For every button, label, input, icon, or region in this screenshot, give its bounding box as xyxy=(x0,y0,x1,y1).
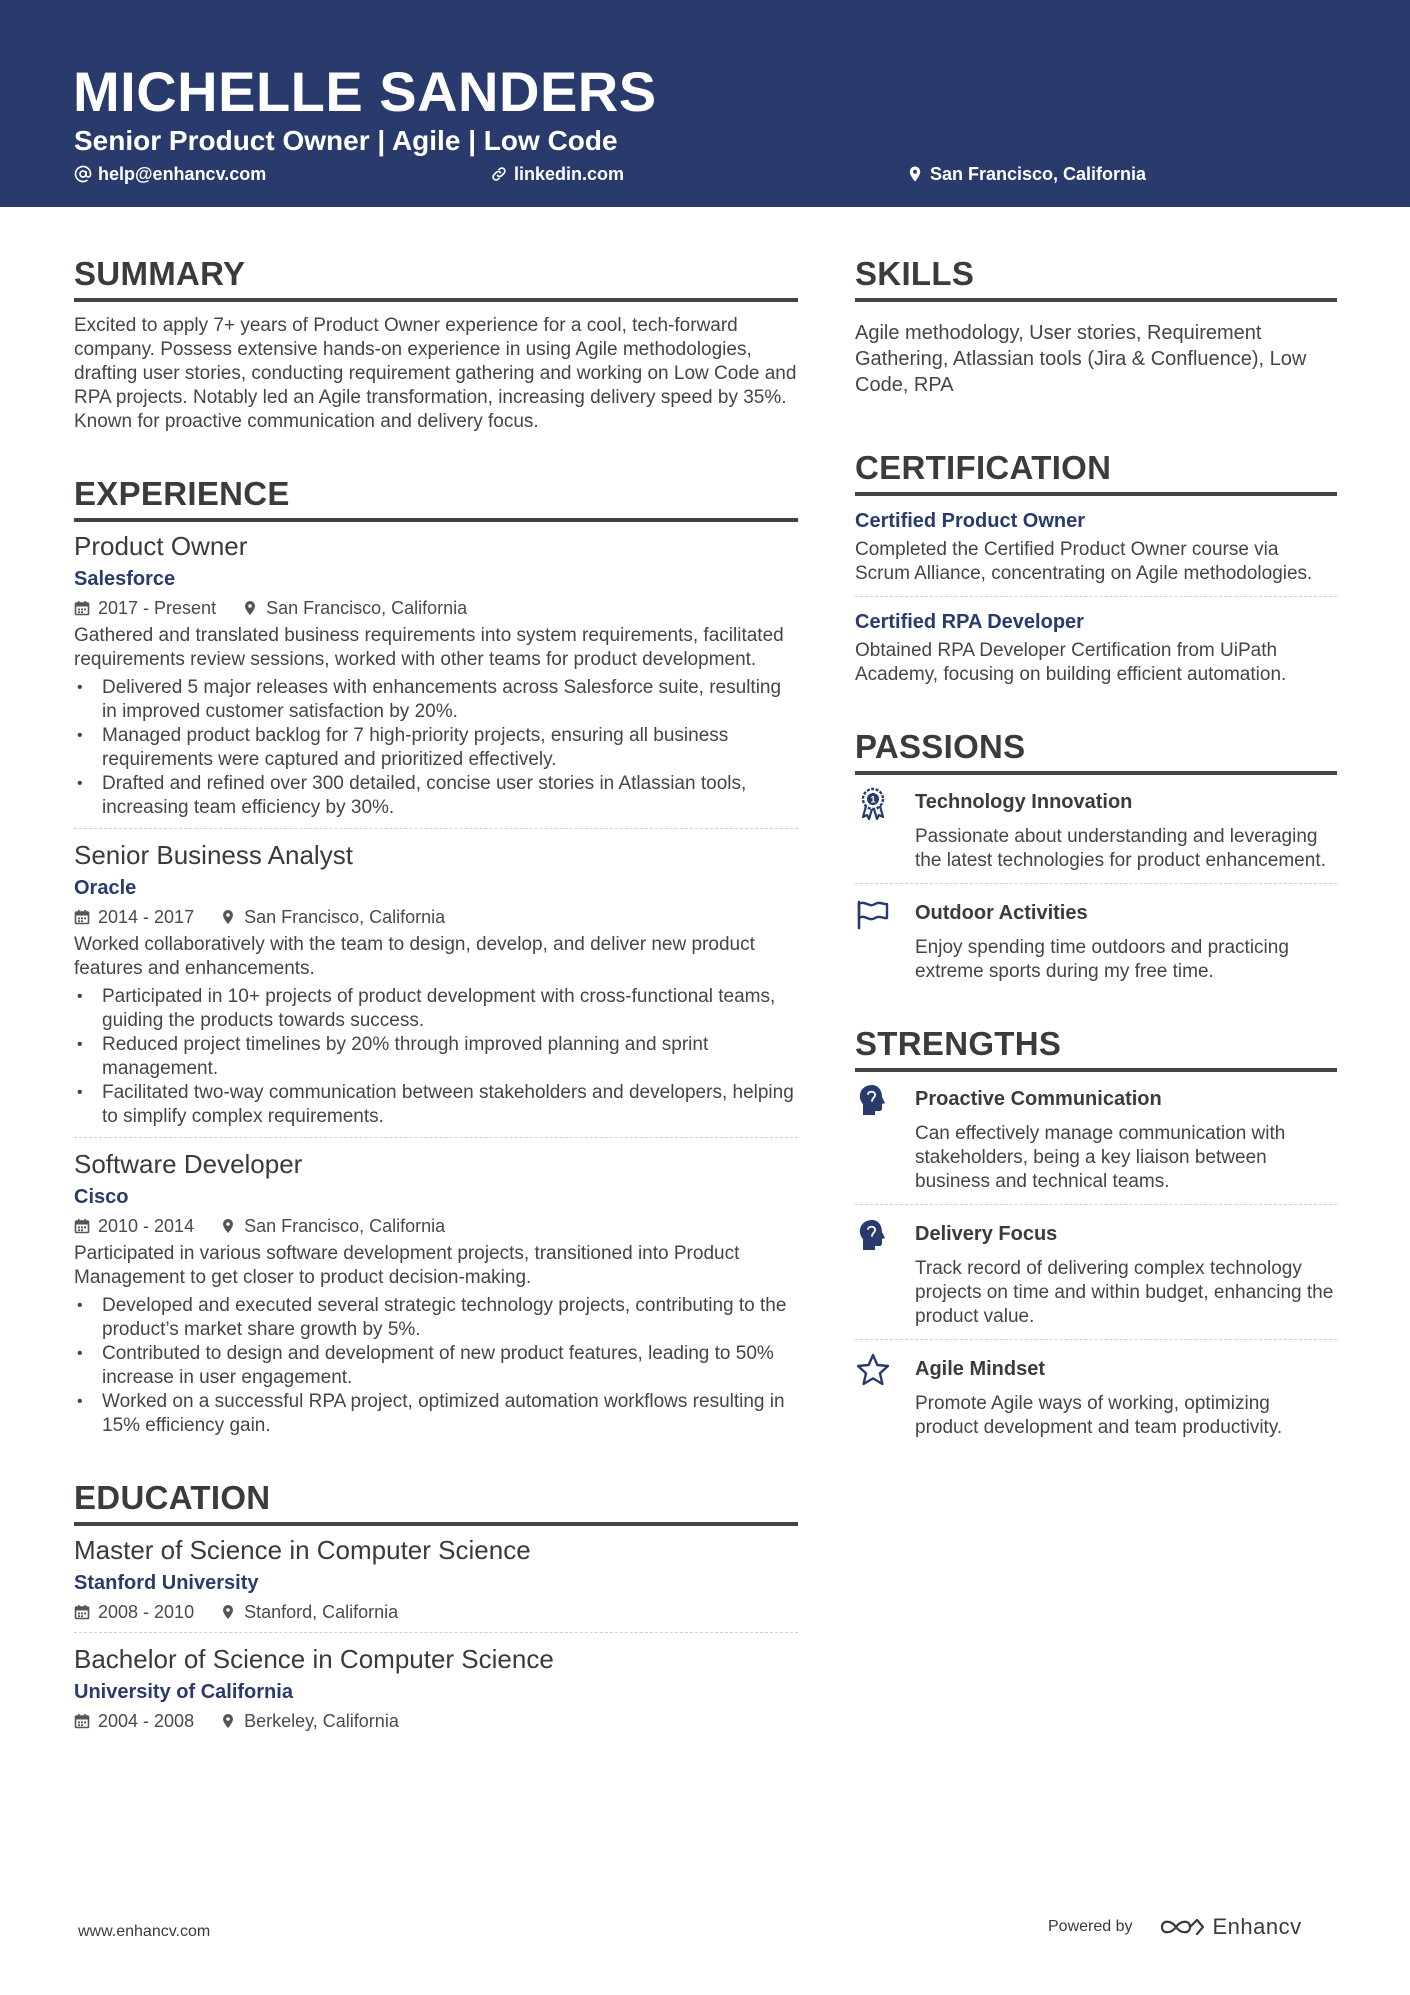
job-company: Salesforce xyxy=(74,568,176,590)
contact-location-text: San Francisco, California xyxy=(930,164,1147,184)
strength-desc: Promote Agile ways of working, optimizing product development and team productivity. xyxy=(915,1393,1283,1438)
certification-desc: Obtained RPA Developer Certification from UiPath Academy, focusing on building efficient automation. xyxy=(855,640,1287,685)
job-bullet: • Contributed to design and development of new product features, leading to 50% increase in user engagement. xyxy=(74,1342,798,1390)
certification-item xyxy=(855,508,1337,586)
dashed-divider xyxy=(855,1204,1337,1205)
strength-desc: Can effectively manage communication with stakeholders, being a key liaison between business and technical teams. xyxy=(915,1123,1286,1192)
summary-text: Excited to apply 7+ years of Product Owner experience for a cool, tech-forward company. Possess extensive hands-on experience in using Agile methodologies, drafting user stories, conducting requirement gathering and working on Low Code and RPA projects. Notably led an Agile transformation, increasing delivery speed by 35%. Known for proactive communication and delivery focus. xyxy=(74,315,797,432)
education-dates: 2004 - 2008 xyxy=(98,1711,195,1731)
job-location xyxy=(220,1214,445,1238)
education-location-text: Stanford, California xyxy=(244,1602,399,1622)
left-column xyxy=(74,254,798,1747)
strengths-section xyxy=(855,1024,1337,1440)
job-location-text: San Francisco, California xyxy=(266,598,468,618)
passions-section xyxy=(855,727,1337,984)
section-divider xyxy=(855,298,1337,302)
passions-heading: PASSIONS xyxy=(855,728,1026,765)
contact-location xyxy=(906,162,1146,186)
link-icon xyxy=(490,165,508,183)
calendar-icon xyxy=(74,1604,90,1620)
job-location xyxy=(220,905,445,929)
education-heading: EDUCATION xyxy=(74,1479,271,1516)
job-entry xyxy=(74,1148,798,1448)
passion-desc: Passionate about understanding and leveraging the latest technologies for product enhancement. xyxy=(915,826,1326,871)
job-location xyxy=(242,596,467,620)
location-pin-icon xyxy=(242,600,258,616)
head-icon xyxy=(855,1217,895,1257)
location-pin-icon xyxy=(220,909,236,925)
passion-title: Technology Innovation xyxy=(915,791,1133,813)
job-bullet: • Drafted and refined over 300 detailed, concise user stories in Atlassian tools, increasing team efficiency by 30%. xyxy=(74,772,798,820)
strength-title: Proactive Communication xyxy=(915,1088,1162,1110)
section-divider xyxy=(855,771,1337,775)
passion-item xyxy=(855,785,1337,873)
location-pin-icon xyxy=(906,165,924,183)
degree-title: Master of Science in Computer Science xyxy=(74,1535,531,1565)
calendar-icon xyxy=(74,909,90,925)
job-bullet: • Developed and executed several strategic technology projects, contributing to the product’s market share growth by 5%. xyxy=(74,1294,798,1342)
job-description: Participated in various software development projects, transitioned into Product Management to get closer to product decision-making. xyxy=(74,1243,740,1288)
strength-item xyxy=(855,1082,1337,1194)
job-bullet: • Reduced project timelines by 20% through improved planning and sprint management. xyxy=(74,1033,798,1081)
education-location xyxy=(220,1709,399,1733)
section-divider xyxy=(74,298,798,302)
dashed-divider xyxy=(74,828,798,829)
right-column xyxy=(855,254,1337,1440)
job-dates: 2010 - 2014 xyxy=(98,1216,195,1236)
passion-item xyxy=(855,896,1337,984)
certification-heading: CERTIFICATION xyxy=(855,449,1112,486)
contact-email-text: help@enhancv.com xyxy=(98,164,267,184)
skills-section xyxy=(855,254,1337,398)
calendar-icon xyxy=(74,1713,90,1729)
certification-name: Certified Product Owner xyxy=(855,510,1086,532)
calendar-icon xyxy=(74,600,90,616)
experience-section xyxy=(74,474,798,1448)
skills-heading: SKILLS xyxy=(855,255,975,292)
job-company: Cisco xyxy=(74,1186,129,1208)
job-entry xyxy=(74,530,798,845)
summary-heading: SUMMARY xyxy=(74,255,246,292)
section-divider xyxy=(74,518,798,522)
job-meta xyxy=(74,905,798,929)
location-pin-icon xyxy=(220,1218,236,1234)
education-section xyxy=(74,1478,798,1747)
job-dates: 2017 - Present xyxy=(98,598,217,618)
job-bullet: • Delivered 5 major releases with enhancements across Salesforce suite, resulting in improved customer satisfaction by 20%. xyxy=(74,676,798,724)
strength-item xyxy=(855,1217,1337,1329)
job-bullets xyxy=(74,676,798,820)
education-meta xyxy=(74,1709,798,1733)
job-description: Gathered and translated business requirements into system requirements, facilitated requirements review sessions, worked with other teams for product development. xyxy=(74,625,784,670)
strengths-heading: STRENGTHS xyxy=(855,1025,1062,1062)
job-meta xyxy=(74,596,798,620)
enhancv-logo-icon xyxy=(1159,1915,1205,1939)
calendar-icon xyxy=(74,1218,90,1234)
job-location-text: San Francisco, California xyxy=(244,907,446,927)
footer-website[interactable]: www.enhancv.com xyxy=(78,1923,211,1940)
contact-link[interactable] xyxy=(490,162,624,186)
job-title: Product Owner xyxy=(74,531,248,561)
job-bullet: • Facilitated two-way communication between stakeholders and developers, helping to simplify complex requirements. xyxy=(74,1081,798,1129)
award-ribbon-icon xyxy=(855,785,895,825)
education-location xyxy=(220,1600,398,1624)
footer-branding xyxy=(1048,1914,1302,1940)
contact-email[interactable] xyxy=(74,162,266,186)
certification-item xyxy=(855,609,1337,687)
job-bullet: • Managed product backlog for 7 high-priority projects, ensuring all business requirements were captured and prioritized effectively. xyxy=(74,724,798,772)
job-meta xyxy=(74,1214,798,1238)
experience-heading: EXPERIENCE xyxy=(74,475,290,512)
education-location-text: Berkeley, California xyxy=(244,1711,399,1731)
dashed-divider xyxy=(74,1632,798,1633)
section-divider xyxy=(74,1522,798,1526)
strength-item xyxy=(855,1352,1337,1440)
head-icon xyxy=(855,1082,895,1122)
job-entry xyxy=(74,839,798,1154)
school-name: University of California xyxy=(74,1681,293,1703)
job-title: Senior Business Analyst xyxy=(74,840,353,870)
education-meta xyxy=(74,1600,798,1624)
job-company: Oracle xyxy=(74,877,137,899)
dashed-divider xyxy=(855,883,1337,884)
brand-name: Enhancv xyxy=(1212,1914,1302,1939)
location-pin-icon xyxy=(220,1604,236,1620)
dashed-divider xyxy=(855,596,1337,597)
candidate-name: MICHELLE SANDERS xyxy=(73,60,657,123)
job-location-text: San Francisco, California xyxy=(244,1216,446,1236)
summary-section xyxy=(74,254,798,434)
school-name: Stanford University xyxy=(74,1572,259,1594)
certification-desc: Completed the Certified Product Owner course via Scrum Alliance, concentrating on Agile methodologies. xyxy=(855,539,1313,584)
dashed-divider xyxy=(74,1137,798,1138)
certification-name: Certified RPA Developer xyxy=(855,611,1084,633)
section-divider xyxy=(855,492,1337,496)
certification-section xyxy=(855,448,1337,687)
at-icon xyxy=(74,165,92,183)
job-description: Worked collaboratively with the team to design, develop, and deliver new product features and enhancements. xyxy=(74,934,755,979)
education-entry xyxy=(74,1534,798,1649)
svg-text:1: 1 xyxy=(870,794,876,805)
job-dates: 2014 - 2017 xyxy=(98,907,195,927)
strength-title: Delivery Focus xyxy=(915,1223,1058,1245)
strength-desc: Track record of delivering complex technology projects on time and within budget, enhancing the product value. xyxy=(915,1258,1334,1327)
job-bullet: • Participated in 10+ projects of product development with cross-functional teams, guiding the products towards success. xyxy=(74,985,798,1033)
strength-title: Agile Mindset xyxy=(915,1358,1046,1380)
location-pin-icon xyxy=(220,1713,236,1729)
job-bullets xyxy=(74,1294,798,1438)
dashed-divider xyxy=(855,1339,1337,1340)
powered-by-label: Powered by xyxy=(1048,1918,1133,1935)
section-divider xyxy=(855,1068,1337,1072)
star-icon xyxy=(855,1352,895,1392)
degree-title: Bachelor of Science in Computer Science xyxy=(74,1644,554,1674)
job-bullet: • Worked on a successful RPA project, optimized automation workflows resulting in 15% efficiency gain. xyxy=(74,1390,798,1438)
passion-title: Outdoor Activities xyxy=(915,902,1088,924)
job-bullets xyxy=(74,985,798,1129)
education-entry xyxy=(74,1643,798,1747)
resume-header xyxy=(0,0,1410,207)
job-title: Software Developer xyxy=(74,1149,303,1179)
candidate-title: Senior Product Owner | Agile | Low Code xyxy=(74,125,618,156)
skills-text: Agile methodology, User stories, Requirement Gathering, Atlassian tools (Jira & Confluence), Low Code, RPA xyxy=(855,322,1307,396)
contact-link-text: linkedin.com xyxy=(514,164,625,184)
education-dates: 2008 - 2010 xyxy=(98,1602,195,1622)
passion-desc: Enjoy spending time outdoors and practicing extreme sports during my free time. xyxy=(915,937,1289,982)
flag-icon xyxy=(855,896,895,936)
